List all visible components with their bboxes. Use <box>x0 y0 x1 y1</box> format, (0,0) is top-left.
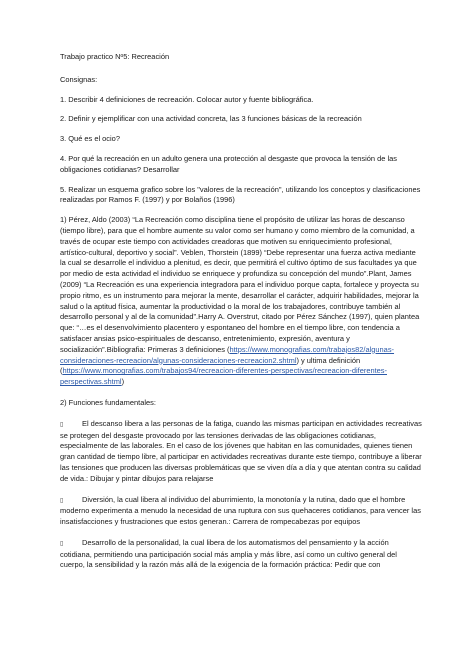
question-3: 3. Qué es el ocio? <box>60 134 120 144</box>
document-body <box>60 52 422 581</box>
function-item-3 <box>60 538 422 571</box>
question-5: 5. Realizar un esquema grafico sobre los "valores de la recreación", utilizando los conceptos y clasificaciones realizadas por Ramos F. (1997) y por Bolaños (1996) <box>60 184 421 205</box>
answer-1 <box>60 215 422 388</box>
question-2: 2. Definir y ejemplificar con una actividad concreta, las 3 funciones básicas de la recreación <box>60 114 362 124</box>
answer-1-end: ) <box>121 377 125 387</box>
function-item-1 <box>60 419 422 485</box>
function-item-2 <box>60 495 422 528</box>
answer-1-mid: ) y ultima definición ( <box>60 355 361 376</box>
question-1: 1. Describir 4 definiciones de recreación. Colocar autor y fuente bibliográfica. <box>60 94 314 104</box>
consignas-label: Consignas: <box>60 74 98 84</box>
bibliography-link-1[interactable]: https://www.monografias.com/trabajos82/algunas-consideraciones-recreacion/algunas-consideraciones-recreacion2.shtml <box>60 344 395 365</box>
answer-2-title: 2) Funciones fundamentales: <box>60 397 156 407</box>
bullet-icon: ▯ <box>60 497 64 504</box>
bullet-icon: ▯ <box>60 421 64 428</box>
answer-1-text: 1) Pérez, Aldo (2003) “La Recreación como disciplina tiene el propósito de utilizar las horas de descanso (tiempo libre), para que el hombre aumente su valor como ser humano y como miembro de la comunidad, a través de ocupar este tiempo con actividades creadoras que motiven su enriquecimiento profesional, artístico-cultural, deportivo y social”. Veblen, Thorstein (1899) “Debe representar una fuerza activa mediante la cual se desarrolle el individuo a plenitud, es decir, que permitirá el cultivo óptimo de sus facultades ya que por medio de esta actividad el individuo se enriquece y profundiza su concepción del mundo”.Plant, James (2009) “La Recreación es una experiencia integradora para el individuo porque capta, fortalece y proyecta su propio ritmo, es un instrumento para mejorar la mente, desarrollar el carácter, adquirir habilidades, mejorar la salud o la aptitud física, aumentar la productividad o la moral de los trabajadores, contribuye también al desarrollo personal y al de la comunidad”.Harry A. Overstrut, citado por Pérez Sánchez (1997), quien plantea que: “…es el desenvolvimiento placentero y espontaneo del hombre en el tiempo libre, con tendencia a satisfacer ansias psico-espirituales de descanso, entretenimiento, expresión, aventura y socialización”.Bibliografia: Primeras 3 definiciones ( <box>60 215 420 354</box>
function-text-2: Diversión, la cual libera al individuo del aburrimiento, la monotonía y la rutina, dado que el hombre moderno experimenta a menudo la necesidad de una ruptura con sus quehaceres cotidianos, para vencer las insatisfacciones y frustraciones que estos generan.: Carrera de rompecabezas por equipos <box>60 494 421 527</box>
bibliography-link-2[interactable]: https://www.monografias.com/trabajos94/recreacion-diferentes-perspectivas/recreacion-diferentes-perspectivas.shtml <box>60 366 387 387</box>
function-text-1: El descanso libera a las personas de la fatiga, cuando las mismas participan en actividades recreativas se protegen del desgaste provocado por las tensiones derivadas de las obligaciones cotidianas, especialmente de las laborales. En el caso de los jóvenes que habitan en las comunidades, quienes tienen gran cantidad de tiempo libre, al participar en actividades recreativas durante este tiempo, contribuye a liberar las tensiones que producen las diversas problemáticas que se viven día a día y que atentan contra su calidad de vida.: Dibujar y pintar dibujos para relajarse <box>60 418 422 483</box>
document-title: Trabajo practico Nº5: Recreación <box>60 52 170 61</box>
function-text-3: Desarrollo de la personalidad, la cual libera de los automatismos del pensamiento y la acción cotidiana, permitiendo una participación social más amplia y más libre, así como un cultivo general del cuerpo, la sensibilidad y la razón más allá de la exigencia de la formación práctica: Pedir que con <box>60 537 397 570</box>
question-4: 4. Por qué la recreación en un adulto genera una protección al desgaste que provoca la tensión de las obligaciones cotidianas? Desarrollar <box>60 153 397 174</box>
bullet-icon: ▯ <box>60 540 64 547</box>
